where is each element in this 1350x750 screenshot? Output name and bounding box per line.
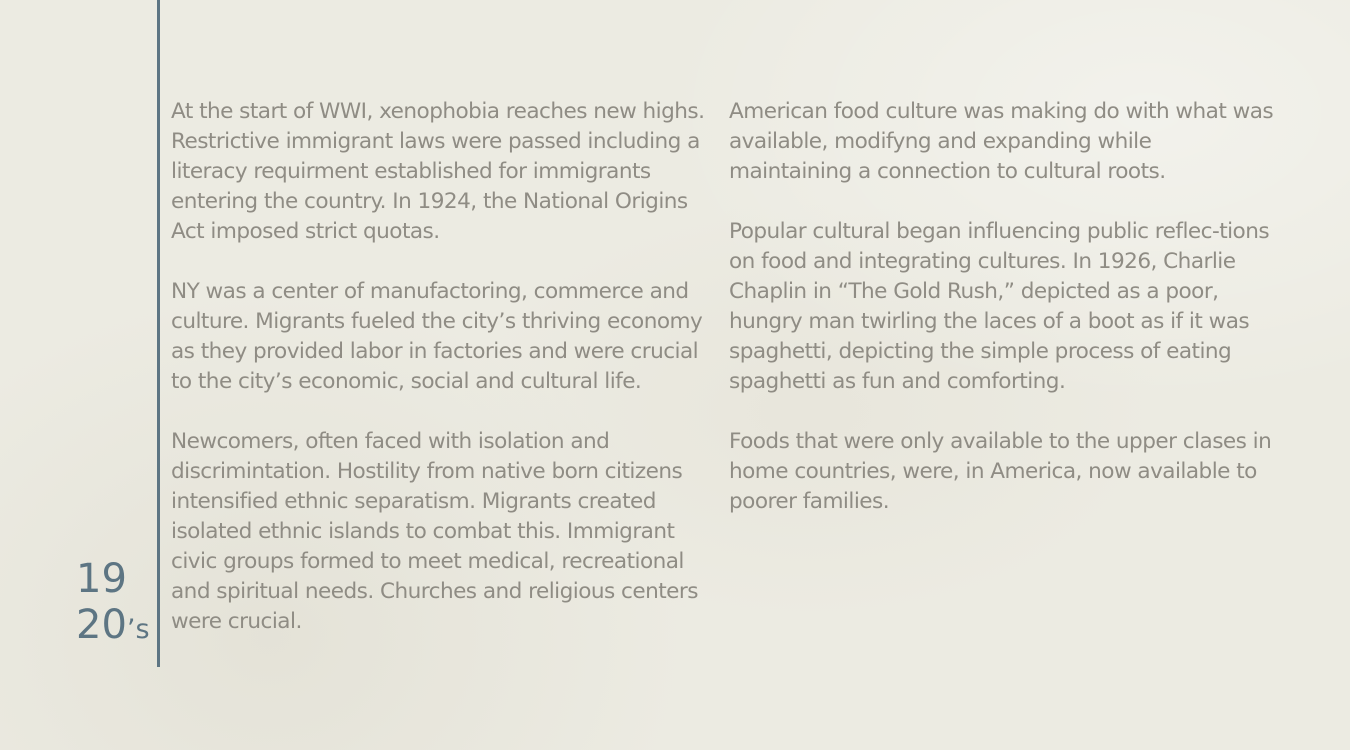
paragraph: American food culture was making do with what was available, modifyng and expanding while maintaining a connection to cultural roots.	[729, 99, 1274, 184]
paragraph: At the start of WWI, xenophobia reaches new highs. Restrictive immigrant laws were passed including a literacy requirment established for immigrants entering the country. In 1924, the National Origins Act imposed strict quotas.	[171, 99, 705, 244]
decade-label	[76, 556, 150, 653]
decade-label-line1: 19	[76, 556, 127, 602]
decade-label-line2	[76, 602, 150, 653]
paragraph: Newcomers, often faced with isolation and discrimintation. Hostility from native born citizens intensified ethnic separatism. Migrants created isolated ethnic islands to combat this. Immigrant civic groups formed to meet medical, recreational and spiritual needs. Churches and religious centers were crucial.	[171, 429, 698, 634]
right-text-column	[729, 97, 1275, 547]
left-text-column	[171, 97, 719, 667]
decade-label-digits: 20	[76, 602, 127, 648]
paragraph: Popular cultural began influencing public reflec-tions on food and integrating cultures. In 1926, Charlie Chaplin in “The Gold Rush,” depicted as a poor, hungry man twirling the laces of a boot as if it was spaghetti, depicting the simple process of eating spaghetti as fun and comforting.	[729, 219, 1270, 394]
paragraph: NY was a center of manufactoring, commerce and culture. Migrants fueled the city’s thriving economy as they provided labor in factories and were crucial to the city’s economic, social and cultural life.	[171, 279, 703, 394]
paragraph: Foods that were only available to the upper clases in home countries, were, in America, now available to poorer families.	[729, 429, 1272, 514]
vertical-divider	[157, 0, 160, 667]
decade-label-suffix: ’s	[126, 614, 150, 645]
